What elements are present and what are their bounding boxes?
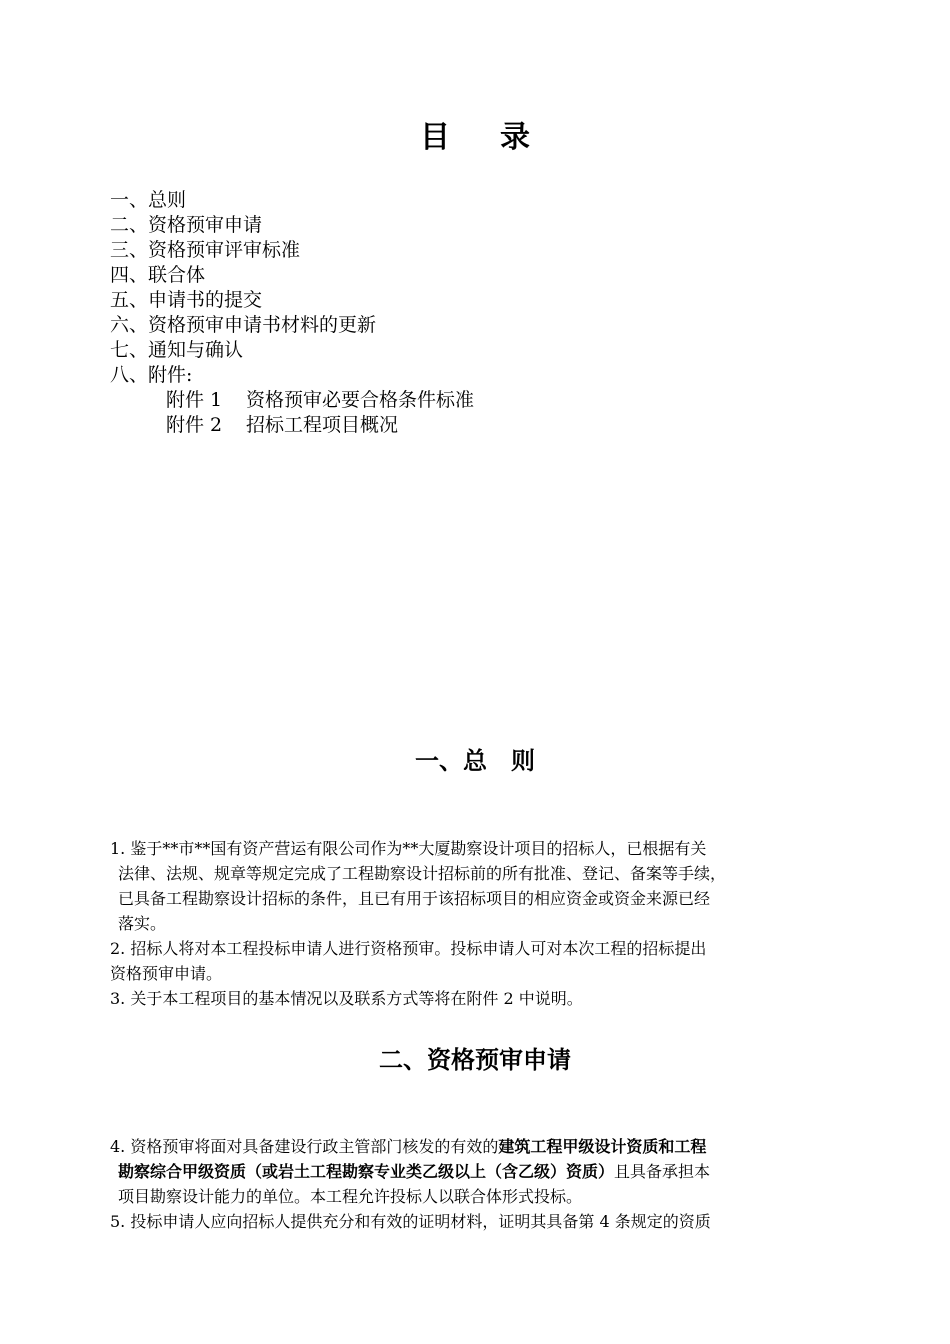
text-emphasis: 勘察综合甲级资质（或岩土工程勘察专业类乙级以上（含乙级）资质） bbox=[118, 1162, 615, 1181]
text-line: 3. 关于本工程项目的基本情况以及联系方式等将在附件 2 中说明。 bbox=[110, 989, 583, 1008]
text-line: 已具备工程勘察设计招标的条件，且已有用于该招标项目的相应资金或资金来源已经 bbox=[118, 889, 711, 908]
text-plain: 4. 资格预审将面对具备建设行政主管部门核发的有效的 bbox=[110, 1137, 499, 1156]
text-line: 2. 招标人将对本工程投标申请人进行资格预审。投标申请人可对本次工程的招标提出 bbox=[110, 939, 707, 958]
toc-attachment-item bbox=[110, 413, 870, 438]
toc-item: 六、资格预审申请书材料的更新 bbox=[110, 314, 377, 336]
paragraph-4 bbox=[110, 1134, 850, 1209]
paragraph-1 bbox=[110, 836, 850, 936]
toc-attachment-item bbox=[110, 388, 870, 413]
paragraph-3 bbox=[110, 986, 850, 1011]
section-heading-prequalification: 二、资格预审申请 bbox=[379, 1046, 571, 1074]
text-line: 项目勘察设计能力的单位。本工程允许投标人以联合体形式投标。 bbox=[118, 1187, 583, 1206]
text-line: 1. 鉴于**市**国有资产营运有限公司作为**大厦勘察设计项目的招标人，已根据有关 bbox=[110, 839, 707, 858]
text-line bbox=[110, 1159, 850, 1184]
text-line: 5. 投标申请人应向招标人提供充分和有效的证明材料，证明其具备第 4 条规定的资质 bbox=[110, 1212, 711, 1231]
text-line: 法律、法规、规章等规定完成了工程勘察设计招标前的所有批准、登记、备案等手续， bbox=[118, 864, 727, 883]
paragraph-5 bbox=[110, 1209, 850, 1234]
attachment-number: 附件 2 bbox=[166, 414, 223, 436]
text-emphasis: 建筑工程甲级设计资质和工程 bbox=[498, 1137, 707, 1156]
toc-heading-left: 目 bbox=[420, 120, 450, 155]
text-line bbox=[110, 1134, 850, 1159]
toc-heading-right: 录 bbox=[500, 120, 530, 155]
section-prequalification-body bbox=[110, 1134, 850, 1234]
attachment-title: 招标工程项目概况 bbox=[246, 414, 399, 436]
toc-item: 四、联合体 bbox=[110, 264, 206, 286]
toc-item: 二、资格预审申请 bbox=[110, 214, 263, 236]
text-plain: 且具备承担本 bbox=[614, 1162, 711, 1181]
table-of-contents bbox=[110, 188, 870, 438]
toc-item: 七、通知与确认 bbox=[110, 339, 244, 361]
toc-item: 三、资格预审评审标准 bbox=[110, 239, 301, 261]
section-heading-general: 一、总 则 bbox=[415, 747, 535, 775]
toc-item: 五、申请书的提交 bbox=[110, 289, 263, 311]
attachment-number: 附件 1 bbox=[166, 389, 223, 411]
text-line: 资格预审申请。 bbox=[110, 964, 223, 983]
toc-item: 一、总则 bbox=[110, 189, 187, 211]
toc-heading bbox=[0, 118, 950, 158]
paragraph-2 bbox=[110, 936, 850, 986]
text-line: 落实。 bbox=[118, 914, 167, 933]
attachment-title: 资格预审必要合格条件标准 bbox=[246, 389, 475, 411]
toc-item: 八、附件: bbox=[110, 364, 193, 386]
section-general-body bbox=[110, 836, 850, 1011]
